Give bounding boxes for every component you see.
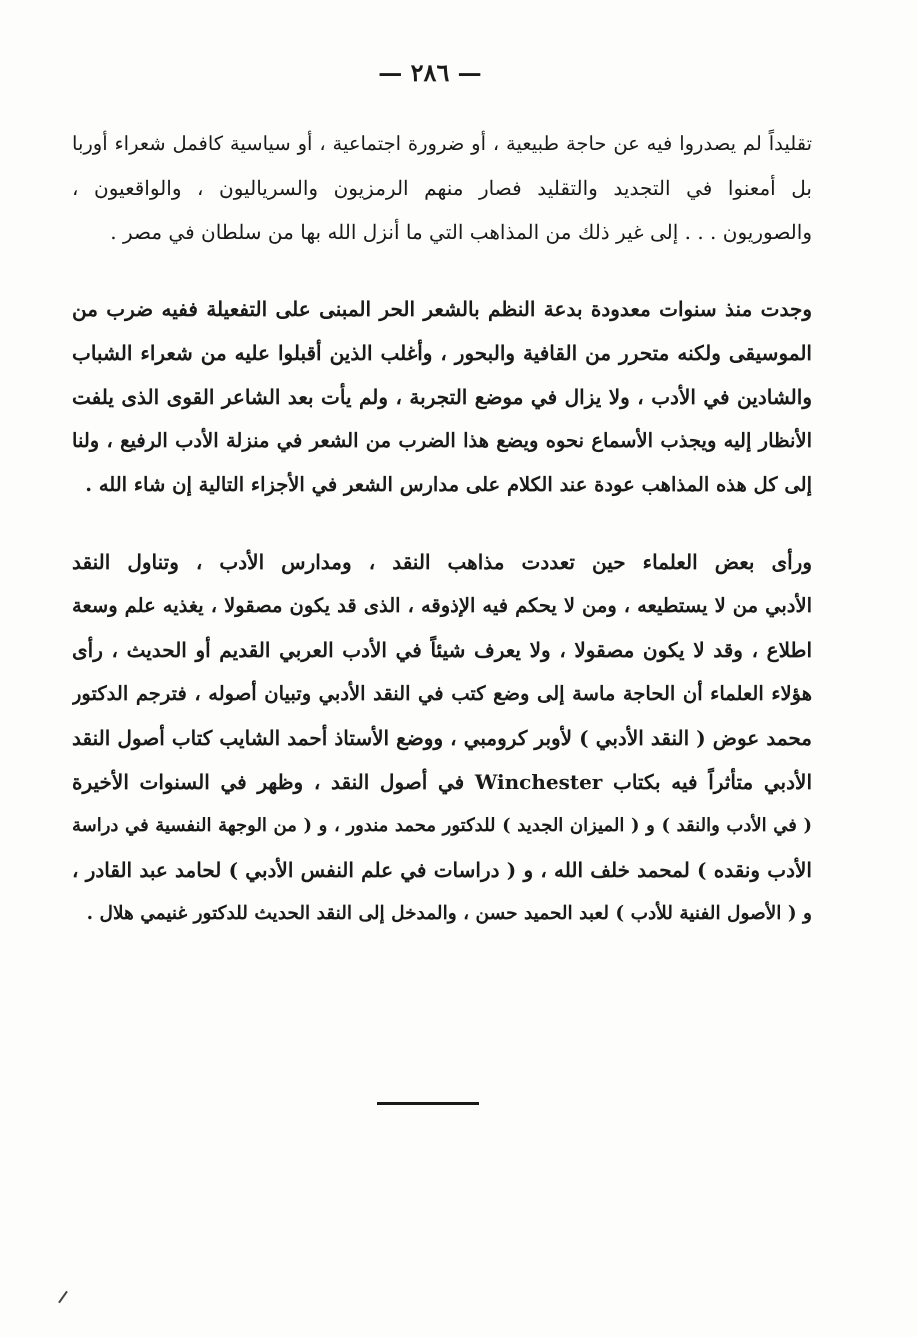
text-line: اطلاع ، وقد لا يكون مصقولا ، ولا يعرف شيئاً في الأدب العربي القديم أو الحديث ، رأى	[72, 638, 812, 662]
text-line: ( في الأدب والنقد ) و ( الميزان الجديد ) للدكتور محمد مندور ، و ( من الوجهة النفسية في دراسة	[72, 815, 812, 836]
text-line: والصوريون . . . إلى غير ذلك من المذاهب التي ما أنزل الله بها من سلطان في مصر .	[110, 220, 812, 244]
page-number: — ٢٨٦ —	[378, 58, 482, 87]
text-line: الأدب ونقده ) لمحمد خلف الله ، و ( دراسات في علم النفس الأدبي ) لحامد عبد القادر ،	[72, 858, 812, 882]
paragraph-free-verse	[72, 287, 812, 507]
text-line: هؤلاء العلماء أن الحاجة ماسة إلى وضع كتب في النقد الأدبي وتبيان أصوله ، فترجم الدكتور	[72, 682, 812, 705]
text-line: محمد عوض ( النقد الأدبي ) لأوبر كرومبي ، ووضع الأستاذ أحمد الشايب كتاب أصول النقد	[72, 726, 812, 750]
text-line: و ( الأصول الفنية للأدب ) لعبد الحميد حسن ، والمدخل إلى النقد الحديث للدكتور غنيمي هلال .	[86, 903, 812, 924]
text-line: وجدت منذ سنوات معدودة بدعة النظم بالشعر الحر المبنى على التفعيلة ففيه ضرب من	[72, 297, 812, 321]
scan-mark	[58, 1291, 68, 1304]
text-line: الموسيقى ولكنه متحرر من القافية والبحور ، وأغلب الذين أقبلوا عليه من شعراء الشباب	[72, 341, 812, 365]
text-line: تقليداً لم يصدروا فيه عن حاجة طبيعية ، أو ضرورة اجتماعية ، أو سياسية كافمل شعراء أوربا	[72, 132, 812, 155]
end-of-chapter-rule	[377, 1102, 479, 1105]
text-line: الأنظار إليه ويجذب الأسماع نحوه ويضع هذا الضرب من الشعر في منزلة الأدب الرفيع ، ولنا	[72, 429, 812, 452]
text-line: الأدبي من لا يستطيعه ، ومن لا يحكم فيه الإذوقه ، الذى قد يكون مصقولا ، يغذيه علم وسعة	[72, 594, 812, 617]
text-line: إلى كل هذه المذاهب عودة عند الكلام على مدارس الشعر في الأجزاء التالية إن شاء الله .	[85, 473, 812, 496]
paragraph-schools-imitation	[72, 122, 812, 254]
text-line: الأدبي متأثراً فيه بكتاب Winchester في أصول النقد ، وظهر في السنوات الأخيرة	[72, 770, 812, 794]
text-line: بل أمعنوا في التجديد والتقليد فصار منهم الرمزيون والسرياليون ، والواقعيون ،	[72, 176, 812, 200]
text-line: والشادين في الأدب ، ولا يزال في موضع التجربة ، ولم يأت بعد الشاعر القوى الذى يلفت	[72, 385, 812, 409]
paragraph-literary-criticism	[72, 540, 812, 936]
text-line: ورأى بعض العلماء حين تعددت مذاهب النقد ، ومدارس الأدب ، وتناول النقد	[72, 550, 812, 574]
